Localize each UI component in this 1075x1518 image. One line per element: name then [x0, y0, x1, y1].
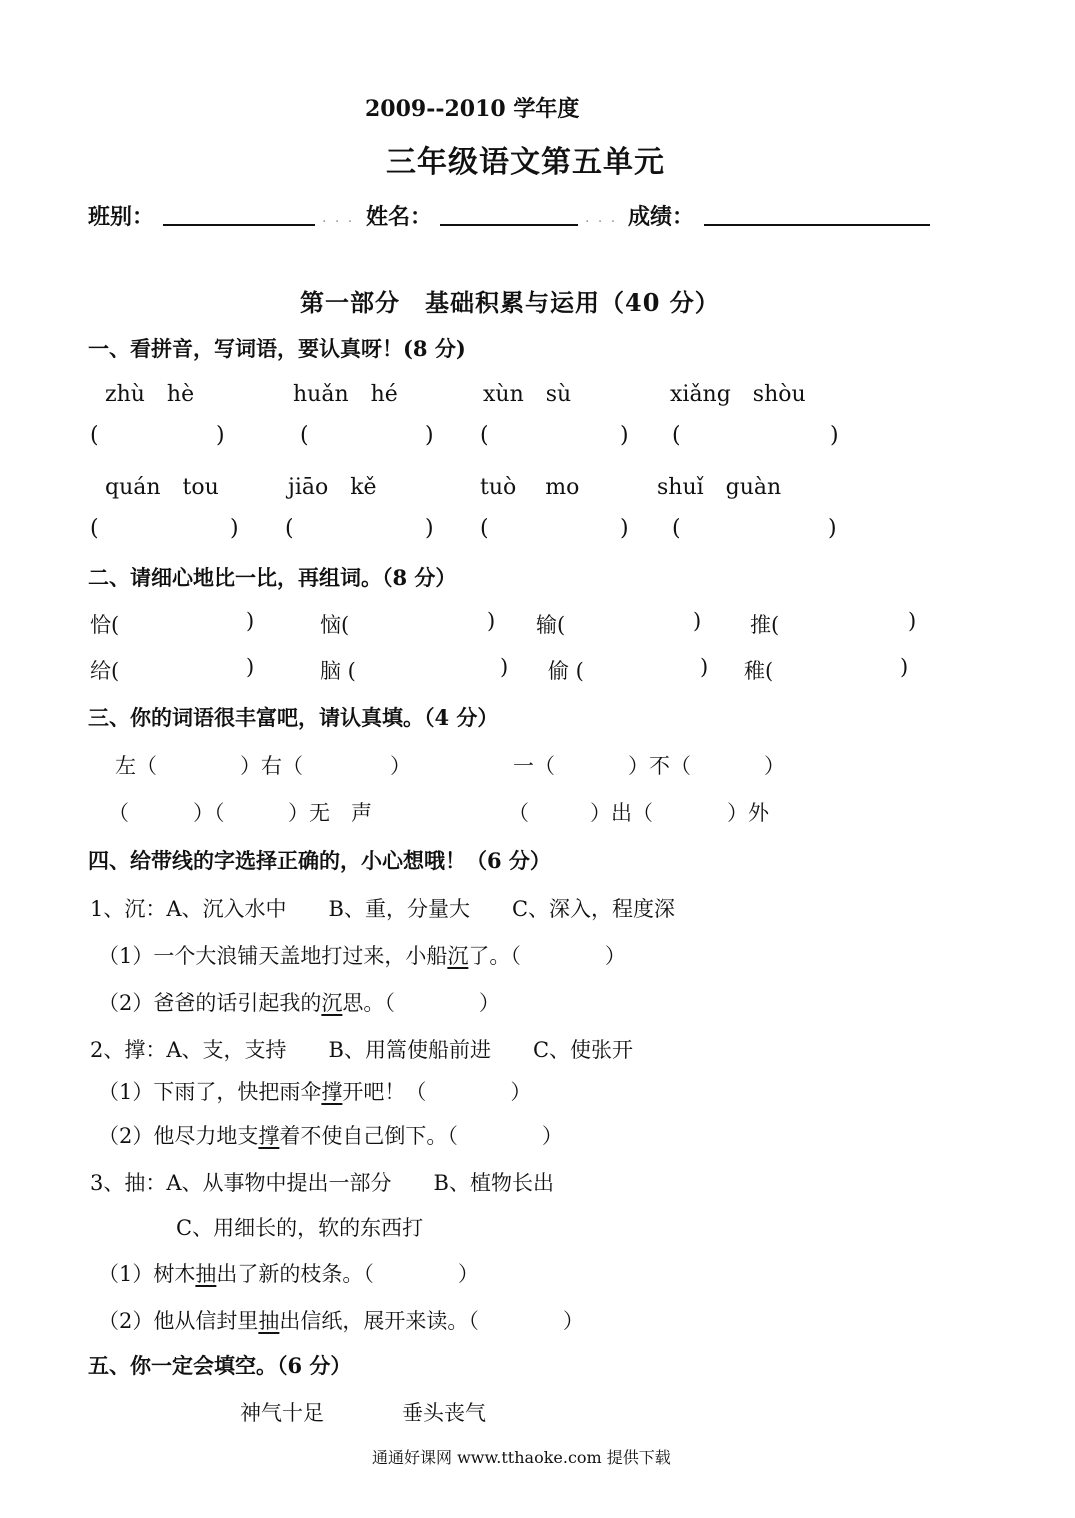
paren-open: ( — [672, 423, 681, 448]
sentence-post: 开吧！（ ） — [342, 1080, 532, 1104]
idiom-word: 神气十足 — [240, 1401, 324, 1425]
q4-item3-sentence1 — [98, 1258, 479, 1288]
compare-char: 脑 ( — [320, 659, 356, 683]
fill-part: ）无 声 — [288, 801, 372, 825]
compare-char: 偷 ( — [548, 659, 584, 683]
paren-close: ) — [246, 655, 255, 679]
fill-part: ） — [390, 754, 411, 778]
underlined-char: 撑 — [258, 1124, 280, 1148]
pinyin: zhù hè — [105, 382, 195, 407]
fill-part: ） — [764, 754, 785, 778]
compare-char: 恼( — [320, 613, 350, 637]
paren-close: ) — [620, 423, 629, 448]
sentence-post: 出了新的枝条。（ ） — [216, 1262, 479, 1286]
paren-close: ) — [246, 609, 255, 633]
compare-char: 给( — [90, 659, 120, 683]
q4-item1-sentence2 — [98, 987, 500, 1017]
paren-close: ) — [700, 655, 709, 679]
fill-part: ）出（ — [590, 801, 653, 825]
page-title: 三年级语文第五单元 — [386, 145, 665, 180]
compare-char: 稚( — [744, 659, 774, 683]
underlined-char: 抽 — [195, 1262, 217, 1286]
sentence-post: 着不使自己倒下。（ ） — [279, 1124, 563, 1148]
footer-credit: 通通好课网 www.tthaoke.com 提供下载 — [372, 1448, 671, 1467]
paren-close: ) — [830, 423, 839, 448]
pinyin: shuǐ guàn — [657, 475, 782, 500]
fill-part: 左（ — [115, 754, 157, 778]
fill-part: ）（ — [193, 801, 225, 825]
underlined-char: 撑 — [321, 1080, 343, 1104]
sentence-pre: （2）爸爸的话引起我的 — [98, 991, 322, 1015]
name-blank[interactable] — [440, 224, 578, 226]
paren-open: ( — [90, 423, 99, 448]
paren-close: ) — [425, 516, 434, 541]
q4-item3-sentence2 — [98, 1305, 584, 1335]
paren-close: ) — [620, 516, 629, 541]
fill-part: ）不（ — [628, 754, 691, 778]
dots-divider: · · · — [322, 214, 355, 230]
pinyin: tuò mo — [480, 475, 580, 500]
paren-close: ) — [693, 609, 702, 633]
sentence-post: 思。（ ） — [342, 991, 500, 1015]
sentence-post: 了。（ ） — [468, 944, 626, 968]
sentence-post: 出信纸，展开来读。（ ） — [279, 1309, 584, 1333]
dots-divider: · · · — [585, 214, 618, 230]
compare-char: 输( — [536, 613, 566, 637]
score-label: 成绩： — [628, 204, 695, 230]
class-label: 班别： — [88, 204, 155, 230]
underlined-char: 沉 — [321, 991, 343, 1015]
q4-item1-head: 1、沉：A、沉入水中 B、重，分量大 C、深入，程度深 — [90, 897, 676, 921]
paren-open: ( — [480, 423, 489, 448]
pinyin: xiǎng shòu — [670, 382, 806, 407]
underlined-char: 沉 — [447, 944, 469, 968]
pinyin: quán tou — [105, 475, 219, 500]
paren-open: ( — [90, 516, 99, 541]
name-label: 姓名： — [366, 204, 433, 230]
q4-item1-sentence1 — [98, 940, 626, 970]
q2-title: 二、请细心地比一比，再组词。（8 分） — [88, 565, 457, 590]
pinyin: xùn sù — [483, 382, 572, 407]
paren-open: ( — [285, 516, 294, 541]
q4-item3-head: 3、抽：A、从事物中提出一部分 B、植物长出 — [90, 1171, 554, 1195]
fill-part: （ — [508, 801, 529, 825]
sentence-pre: （2）他尽力地支 — [98, 1124, 259, 1148]
fill-part: 一（ — [513, 754, 555, 778]
class-blank[interactable] — [163, 224, 315, 226]
fill-part: ）右（ — [240, 754, 303, 778]
sentence-pre: （2）他从信封里 — [98, 1309, 259, 1333]
paren-close: ) — [425, 423, 434, 448]
paren-open: ( — [300, 423, 309, 448]
paren-open: ( — [672, 516, 681, 541]
q4-item3-head2: C、用细长的，软的东西打 — [176, 1216, 424, 1240]
sentence-pre: （1）一个大浪铺天盖地打过来，小船 — [98, 944, 448, 968]
sentence-pre: （1）下雨了，快把雨伞 — [98, 1080, 322, 1104]
q4-title: 四、给带线的字选择正确的，小心想哦！（6 分） — [88, 848, 551, 873]
q4-item2-sentence1 — [98, 1076, 531, 1106]
paren-close: ) — [487, 609, 496, 633]
part1-title: 第一部分 基础积累与运用（40 分） — [300, 288, 720, 317]
q5-title: 五、你一定会填空。（6 分） — [88, 1353, 352, 1378]
idiom-word: 垂头丧气 — [402, 1401, 486, 1425]
paren-close: ) — [828, 516, 837, 541]
paren-close: ) — [900, 655, 909, 679]
paren-close: ) — [908, 609, 917, 633]
school-year: 2009--2010 学年度 — [365, 96, 580, 122]
paren-close: ) — [216, 423, 225, 448]
underlined-char: 抽 — [258, 1309, 280, 1333]
paren-open: ( — [480, 516, 489, 541]
q1-title: 一、看拼音，写词语，要认真呀！(8 分) — [88, 336, 466, 361]
q4-item2-sentence2 — [98, 1120, 563, 1150]
score-blank[interactable] — [704, 224, 930, 226]
fill-part: ）外 — [727, 801, 769, 825]
paren-close: ) — [500, 655, 509, 679]
q3-title: 三、你的词语很丰富吧，请认真填。（4 分） — [88, 705, 499, 730]
fill-part: （ — [108, 801, 129, 825]
paren-close: ) — [230, 516, 239, 541]
sentence-pre: （1）树木 — [98, 1262, 196, 1286]
compare-char: 恰( — [90, 613, 120, 637]
pinyin: huǎn hé — [293, 382, 398, 407]
q4-item2-head: 2、撑：A、支，支持 B、用篙使船前进 C、使张开 — [90, 1038, 634, 1062]
pinyin: jiāo kě — [288, 475, 377, 500]
compare-char: 推( — [750, 613, 780, 637]
